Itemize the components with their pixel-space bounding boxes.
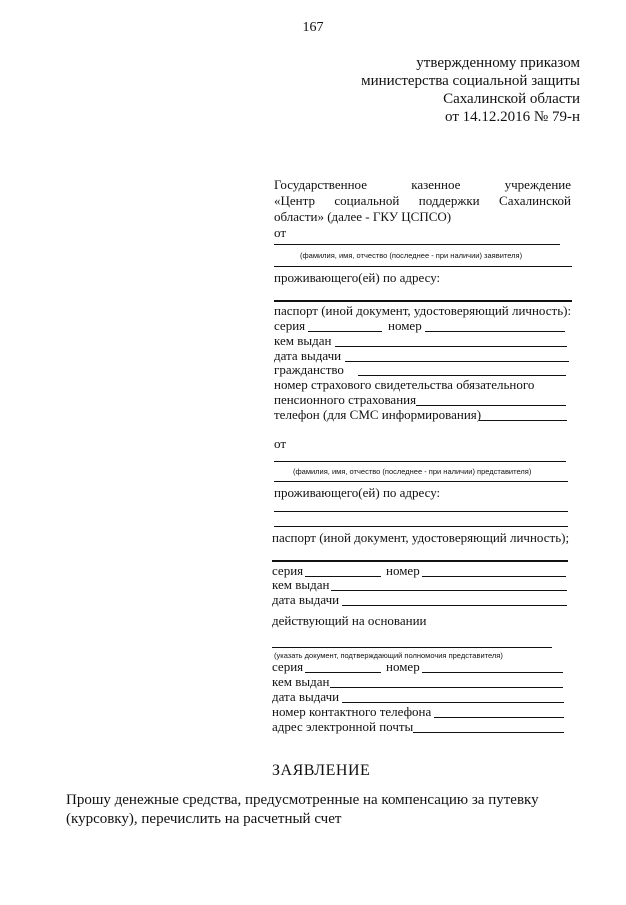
representative-issued-by2-label: кем выдан [272,674,330,689]
applicant-residing: проживающего(ей) по адресу: [274,270,441,285]
representative-series-label: серия [272,563,304,578]
representative-name-line-2[interactable] [274,481,568,482]
approval-line-1: утвержденному приказом [416,55,580,71]
applicant-issue-date-field[interactable] [345,361,569,362]
representative-issued-by2-field[interactable] [330,687,563,688]
representative-basis-line[interactable] [272,647,552,648]
applicant-citizenship-label: гражданство [274,362,344,377]
representative-issued-by-field[interactable] [331,590,567,591]
representative-address-line-1[interactable] [274,511,568,512]
representative-number-field[interactable] [422,576,566,577]
page-number: 167 [302,20,324,35]
representative-acting: действующий на основании [272,613,427,628]
addressee-word: поддержки [418,193,480,208]
applicant-issue-date-label: дата выдачи [274,348,342,363]
representative-residing: проживающего(ей) по адресу: [274,485,441,500]
addressee-word: «Центр [274,193,315,208]
addressee-line-1 [274,177,571,193]
representative-contact-phone-field[interactable] [434,717,564,718]
applicant-number-field[interactable] [425,331,565,332]
addressee-word: казенное [411,177,461,192]
representative-passport: паспорт (иной документ, удостоверяющий личность); [272,530,570,545]
applicant-address-line[interactable] [274,300,572,302]
applicant-name-caption: (фамилия, имя, отчество (последнее - при наличии) заявителя) [300,251,523,260]
representative-contact-phone-label: номер контактного телефона [272,704,432,719]
statement-text: Прошу денежные средства, предусмотренные на компенсацию за путевку (курсовку), перечислить на расчетный счет [66,792,539,827]
approval-line-4: от 14.12.2016 № 79-н [445,109,580,125]
applicant-passport: паспорт (иной документ, удостоверяющий личность): [274,303,572,318]
addressee-word: Сахалинской [499,193,571,208]
addressee-word: учреждение [504,177,571,192]
representative-issued-by-label: кем выдан [272,577,330,592]
representative-number2-field[interactable] [422,672,563,673]
applicant-name-line[interactable] [274,244,560,245]
applicant-number-label: номер [388,318,422,333]
applicant-snils-1: номер страхового свидетельства обязательного [274,377,535,392]
representative-series2-field[interactable] [305,672,381,673]
representative-passport-line[interactable] [272,560,568,562]
addressee-word: социальной [334,193,400,208]
representative-email-label: адрес электронной почты [272,719,414,734]
applicant-issued-by-field[interactable] [335,346,567,347]
applicant-snils-field[interactable] [416,405,566,406]
representative-address-line-2[interactable] [274,526,568,527]
representative-number2-label: номер [386,659,420,674]
addressee-line-2 [274,193,571,209]
representative-issue-date-label: дата выдачи [272,592,340,607]
applicant-series-field[interactable] [308,331,382,332]
representative-name-line[interactable] [274,461,566,462]
applicant-phone-field[interactable] [479,420,567,421]
representative-number-label: номер [386,563,420,578]
applicant-snils-2: пенсионного страхования [274,392,417,407]
addressee-from: от [274,225,287,240]
representative-issue-date2-label: дата выдачи [272,689,340,704]
representative-doc-caption: (указать документ, подтверждающий полномочия представителя) [274,651,503,660]
addressee-word: Государственное [274,177,367,192]
representative-series2-label: серия [272,659,304,674]
addressee-line-3: области» (далее - ГКУ ЦСПСО) [274,209,452,224]
representative-issue-date-field[interactable] [342,605,567,606]
representative-name-caption: (фамилия, имя, отчество (последнее - при наличии) представителя) [293,467,532,476]
representative-from: от [274,436,287,451]
approval-line-2: министерства социальной защиты [361,73,580,89]
applicant-series-label: серия [274,318,306,333]
applicant-name-line-2[interactable] [274,266,572,267]
applicant-phone-label: телефон (для СМС информирования) [274,407,482,422]
representative-email-field[interactable] [413,732,564,733]
applicant-issued-by-label: кем выдан [274,333,332,348]
statement-title: ЗАЯВЛЕНИЕ [272,762,371,779]
applicant-citizenship-field[interactable] [358,375,566,376]
representative-issue-date2-field[interactable] [342,702,564,703]
approval-line-3: Сахалинской области [443,91,580,107]
